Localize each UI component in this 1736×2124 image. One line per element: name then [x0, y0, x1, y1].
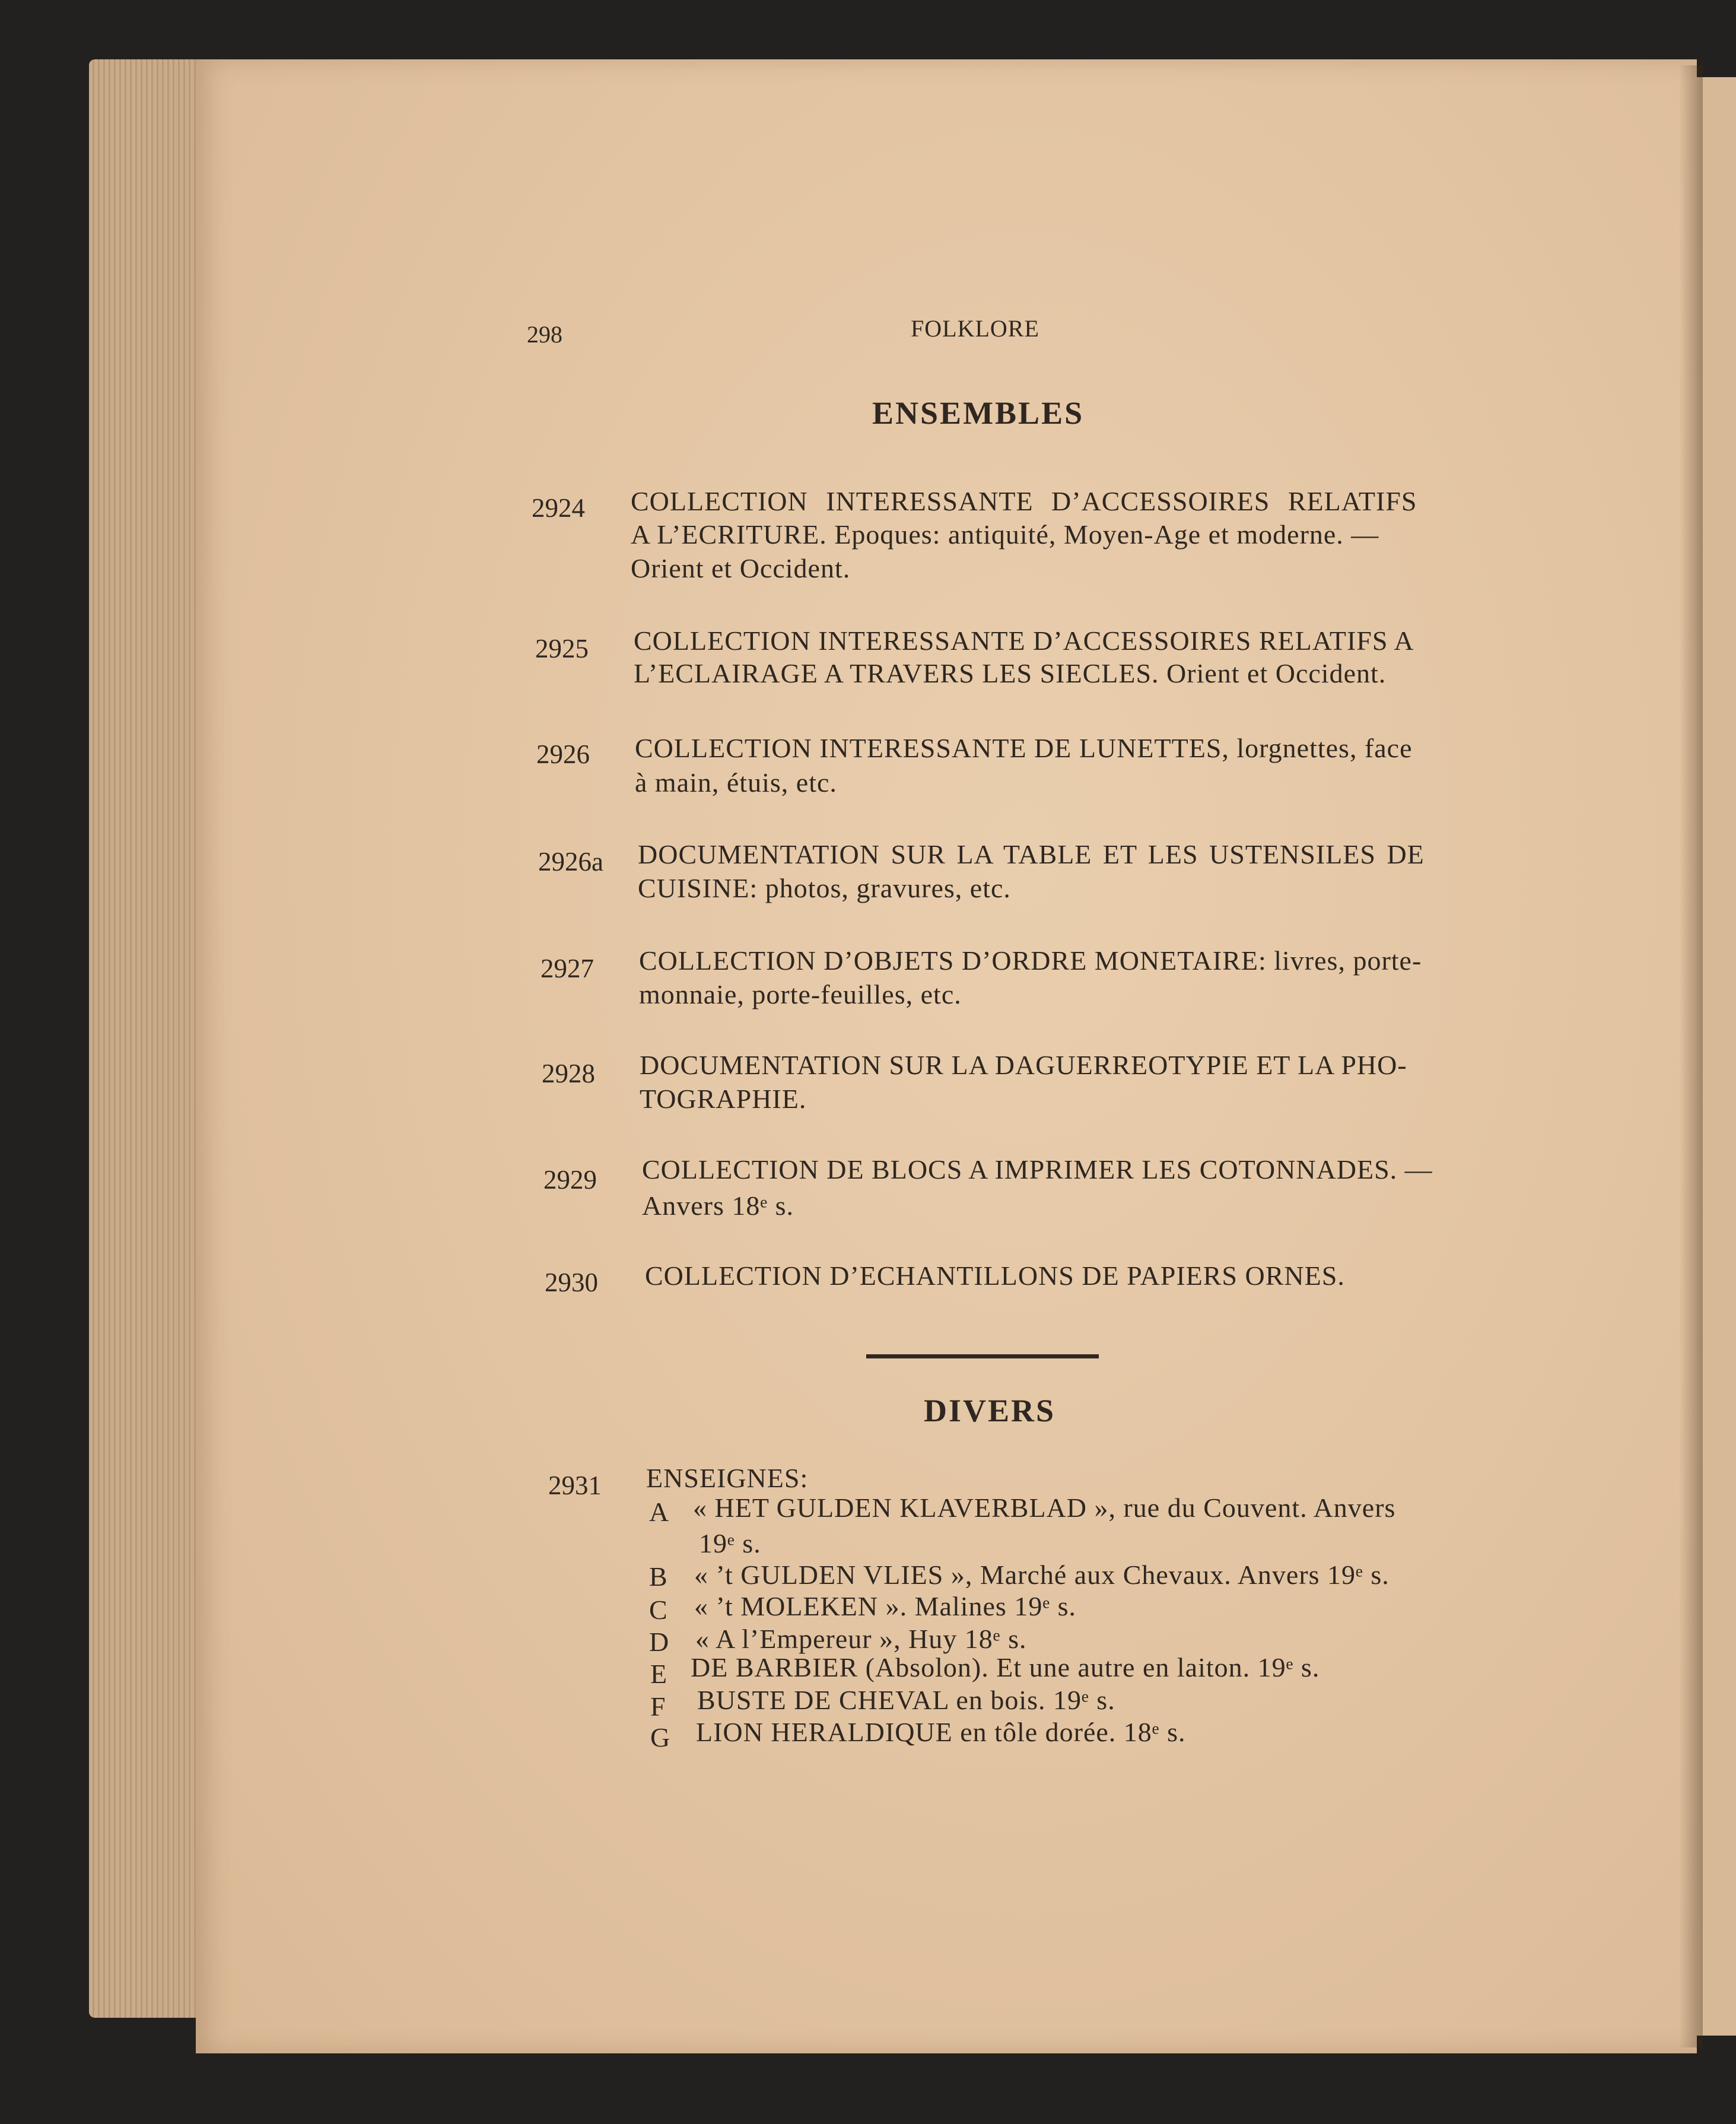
spine-shadow: [1679, 65, 1703, 2047]
entry-line: DOCUMENTATION SUR LA DAGUERREOTYPIE ET LA PHO-: [640, 1050, 1407, 1080]
entry-line: à main, étuis, etc.: [635, 767, 837, 798]
entry-line: COLLECTION D’OBJETS D’ORDRE MONETAIRE: livres, porte-: [639, 945, 1422, 976]
entry-number: 2926: [536, 739, 590, 769]
page-number: 298: [527, 321, 562, 348]
item-letter: G: [650, 1722, 670, 1752]
entry-line: COLLECTION INTERESSANTE D’ACCESSOIRES RELATIFS: [631, 486, 1417, 516]
item-letter: F: [650, 1691, 666, 1722]
entry-number: 2930: [545, 1268, 598, 1297]
item-line: BUSTE DE CHEVAL en bois. 19ᵉ s.: [697, 1685, 1115, 1715]
entry-number: 2926a: [538, 847, 603, 877]
entry-number: 2928: [542, 1059, 595, 1088]
entry-heading: ENSEIGNES:: [646, 1463, 809, 1493]
item-line: « HET GULDEN KLAVERBLAD », rue du Couvent. Anvers: [693, 1493, 1396, 1523]
section-title-ensembles: ENSEMBLES: [872, 395, 1085, 431]
entry-number: 2931: [548, 1471, 602, 1500]
entry-number: 2924: [532, 493, 585, 523]
running-title: FOLKLORE: [911, 315, 1039, 342]
item-letter: A: [649, 1497, 669, 1527]
entry-line: COLLECTION INTERESSANTE DE LUNETTES, lorgnettes, face: [635, 733, 1413, 763]
item-line: LION HERALDIQUE en tôle dorée. 18ᵉ s.: [696, 1717, 1186, 1747]
item-line: « A l’Empereur », Huy 18ᵉ s.: [695, 1624, 1027, 1654]
entry-line: A L’ECRITURE. Epoques: antiquité, Moyen-Age et moderne. —: [631, 519, 1379, 550]
entry-line: Orient et Occident.: [631, 553, 851, 583]
entry-number: 2929: [543, 1165, 597, 1195]
entry-number: 2925: [535, 634, 589, 663]
entry-line: CUISINE: photos, gravures, etc.: [638, 873, 1011, 903]
entry-line: TOGRAPHIE.: [640, 1084, 807, 1114]
item-letter: B: [649, 1561, 667, 1592]
entry-line: COLLECTION D’ECHANTILLONS DE PAPIERS ORNES.: [645, 1261, 1345, 1291]
entry-line: COLLECTION INTERESSANTE D’ACCESSOIRES RELATIFS A: [634, 626, 1414, 656]
entry-line: Anvers 18ᵉ s.: [642, 1190, 794, 1221]
section-title-divers: DIVERS: [924, 1393, 1056, 1428]
item-line: DE BARBIER (Absolon). Et une autre en laiton. 19ᵉ s.: [691, 1652, 1320, 1682]
entry-line: L’ECLAIRAGE A TRAVERS LES SIECLES. Orient et Occident.: [634, 658, 1387, 688]
item-letter: D: [649, 1627, 669, 1657]
entry-line: DOCUMENTATION SUR LA TABLE ET LES USTENSILES DE: [638, 839, 1425, 869]
item-letter: C: [649, 1595, 667, 1625]
item-line: 19ᵉ s.: [699, 1528, 761, 1558]
item-line: « ’t GULDEN VLIES », Marché aux Chevaux. Anvers 19ᵉ s.: [694, 1560, 1390, 1590]
item-line: « ’t MOLEKEN ». Malines 19ᵉ s.: [694, 1591, 1077, 1621]
entry-number: 2927: [540, 954, 594, 983]
entry-line: monnaie, porte-feuilles, etc.: [639, 979, 962, 1009]
section-divider: [866, 1354, 1099, 1358]
entry-line: COLLECTION DE BLOCS A IMPRIMER LES COTONNADES. —: [642, 1154, 1433, 1185]
item-letter: E: [650, 1659, 667, 1689]
